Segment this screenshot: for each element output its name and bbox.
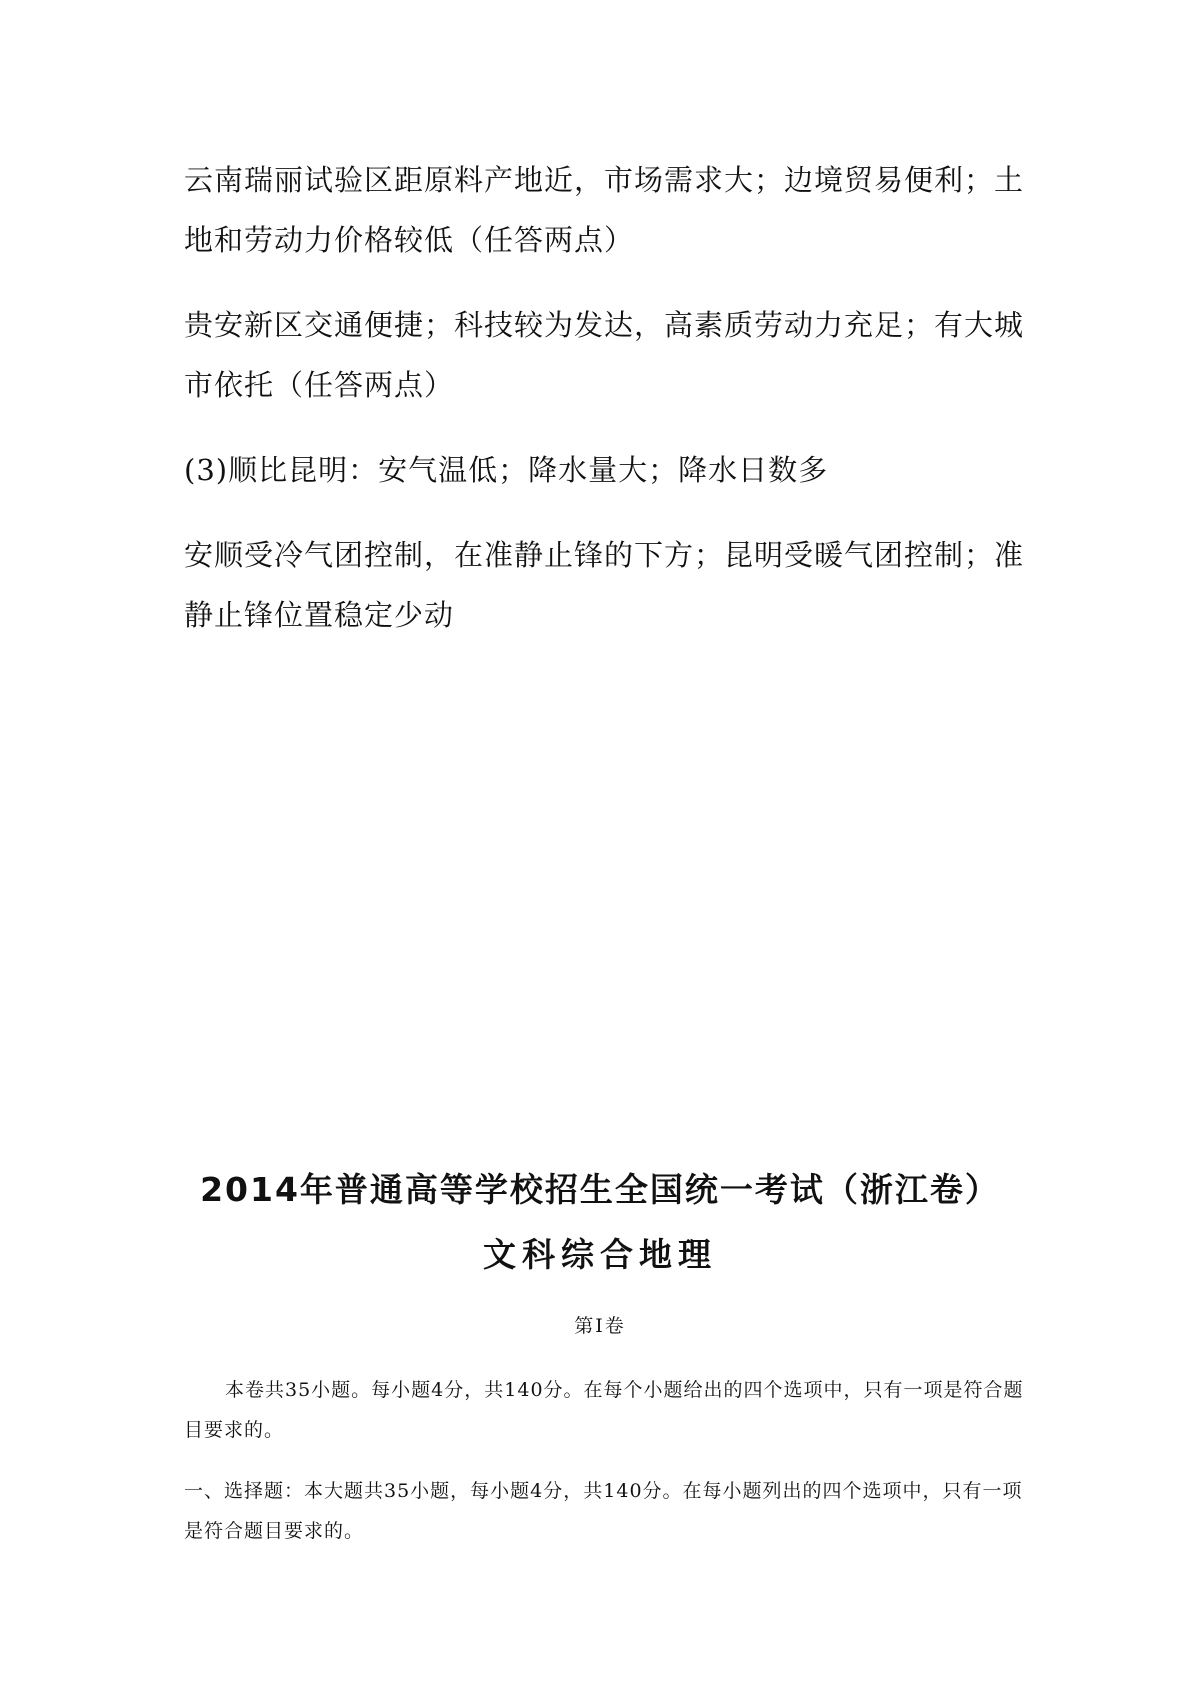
section-instructions: 一、选择题：本大题共35小题，每小题4分，共140分。在每小题列出的四个选项中，只有一项是符合题目要求的。 xyxy=(184,1480,1023,1542)
answer-section xyxy=(184,150,1034,670)
volume-label: 第Ⅰ卷 xyxy=(574,1315,626,1337)
answer-paragraph-ruili: 云南瑞丽试验区距原料产地近，市场需求大；边境贸易便利；土地和劳动力价格较低（任答两点） xyxy=(184,163,1025,257)
exam-instructions: 本卷共35小题。每小题4分，共140分。在每个小题给出的四个选项中，只有一项是符合题目要求的。 xyxy=(184,1379,1024,1441)
exam-subtitle: 文科综合地理 xyxy=(483,1235,717,1274)
answer-paragraph-climate: (3)顺比昆明：安气温低；降水量大；降水日数多 xyxy=(184,453,829,487)
answer-paragraph-guian: 贵安新区交通便捷；科技较为发达，高素质劳动力充足；有大城市依托（任答两点） xyxy=(184,308,1025,402)
answer-paragraph-front: 安顺受冷气团控制，在准静止锋的下方；昆明受暖气团控制；准静止锋位置稳定少动 xyxy=(184,538,1025,632)
exam-title: 2014年普通高等学校招生全国统一考试（浙江卷） xyxy=(200,1170,1000,1209)
